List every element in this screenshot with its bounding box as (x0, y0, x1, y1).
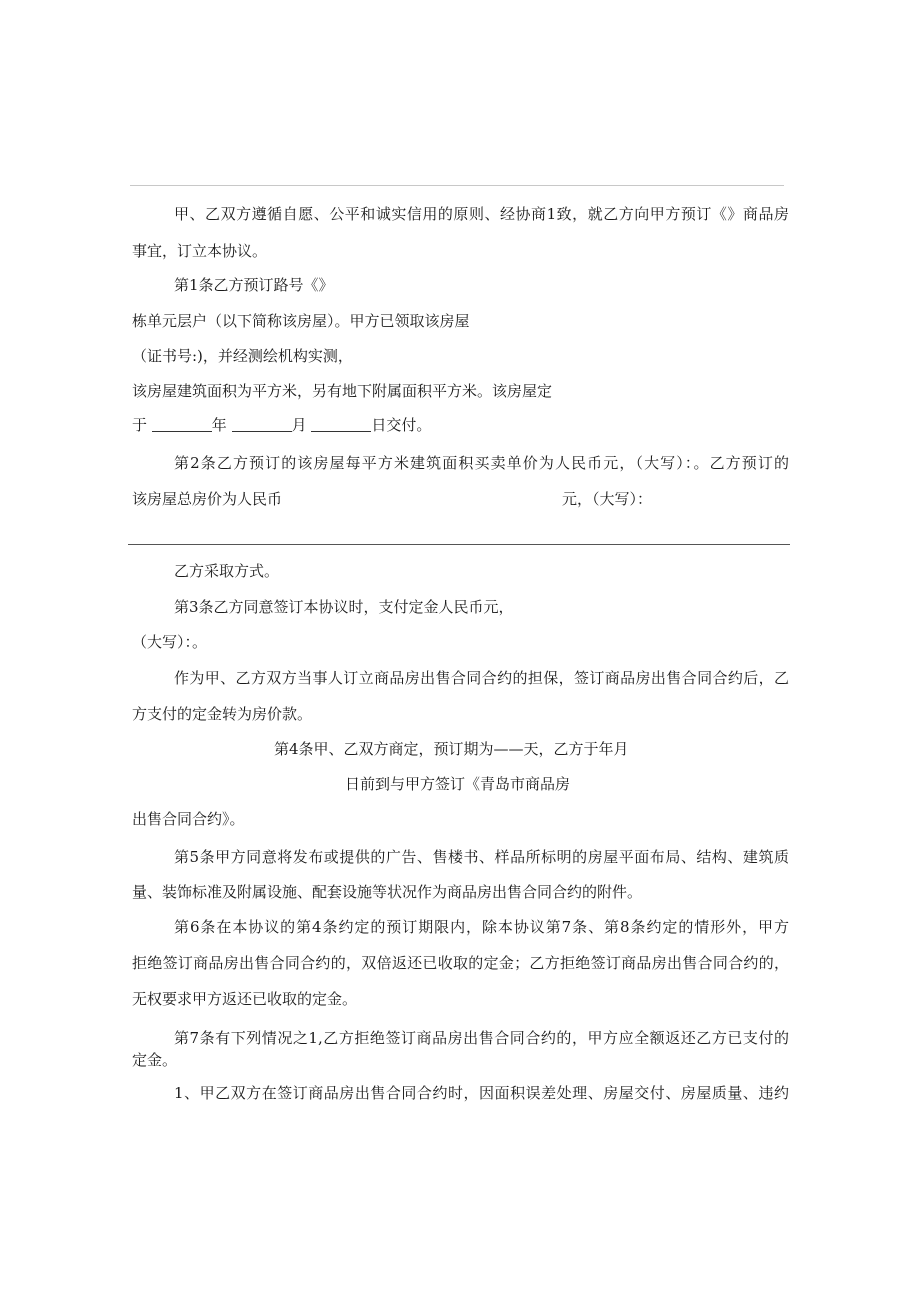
art1-line-1: 第1条乙方预订路号《》 (174, 276, 334, 294)
art2-line-2b: 元，（大写）： (562, 490, 653, 508)
art6-line-1: 第6条在本协议的第4条约定的预订期限内，除本协议第7条、第8条约定的情形外，甲方 (174, 918, 789, 936)
art4-line-2: 日前到与甲方签订《青岛市商品房 (345, 775, 571, 793)
art2-line-1: 第2条乙方预订的该房屋每平方米建筑面积买卖单价为人民币元，（大写）：。乙方预订的 (174, 454, 789, 472)
month-label: 月 (291, 416, 307, 434)
day-blank[interactable] (311, 417, 371, 432)
day-label: 日交付。 (371, 416, 432, 434)
date-prefix: 于 (132, 416, 148, 434)
art1-line-5 (132, 415, 431, 435)
art1-line-3: （证书号:)，并经测绘机构实测， (132, 347, 353, 365)
top-rule (130, 185, 784, 186)
art4-line-3: 出售合同合约》。 (132, 810, 245, 828)
art7-line-1: 第7条有下列情况之1,乙方拒绝签订商品房出售合同合约的，甲方应全额返还乙方已支付的 (174, 1029, 789, 1047)
intro-line-1: 甲、乙双方遵循自愿、公平和诚实信用的原则、经协商1致，就乙方向甲方预订《》商品房 (174, 205, 789, 223)
art4-line-1: 第4条甲、乙双方商定，预订期为——天，乙方于年月 (274, 740, 629, 758)
art5-line-2: 量、装饰标准及附属设施、配套设施等状况作为商品房出售合同合约的附件。 (132, 883, 643, 901)
art1-line-2: 栋单元层户（以下简称该房屋）。甲方已领取该房屋 (132, 312, 470, 330)
art5-line-1: 第5条甲方同意将发布或提供的广告、售楼书、样品所标明的房屋平面布局、结构、建筑质 (174, 848, 789, 866)
art3-line-3: 作为甲、乙方双方当事人订立商品房出售合同合约的担保，签订商品房出售合同合约后，乙 (174, 669, 789, 687)
year-label: 年 (211, 416, 227, 434)
art3-line-1: 第3条乙方同意签订本协议时，支付定金人民币元， (174, 598, 514, 616)
month-blank[interactable] (232, 417, 292, 432)
art6-line-2: 拒绝签订商品房出售合同合约的，双倍返还已收取的定金；乙方拒绝签订商品房出售合同合约的， (132, 954, 789, 972)
art1-line-4: 该房屋建筑面积为平方米，另有地下附属面积平方米。该房屋定 (132, 382, 553, 400)
art3-line-2: （大写）：。 (132, 633, 208, 651)
art7-line-2: 定金。 (132, 1051, 178, 1069)
art6-line-3: 无权要求甲方返还已收取的定金。 (132, 990, 358, 1008)
art2-fill-rule (128, 544, 790, 545)
art3-line-4: 方支付的定金转为房价款。 (132, 705, 313, 723)
intro-line-2: 事宜，订立本协议。 (132, 242, 268, 260)
art7-item-1: 1、甲乙双方在签订商品房出售合同合约时，因面积误差处理、房屋交付、房屋质量、违约 (174, 1084, 789, 1102)
art2-line-2a: 该房屋总房价为人民币 (132, 490, 283, 508)
year-blank[interactable] (152, 417, 212, 432)
art2-line-3: 乙方采取方式。 (174, 562, 280, 580)
